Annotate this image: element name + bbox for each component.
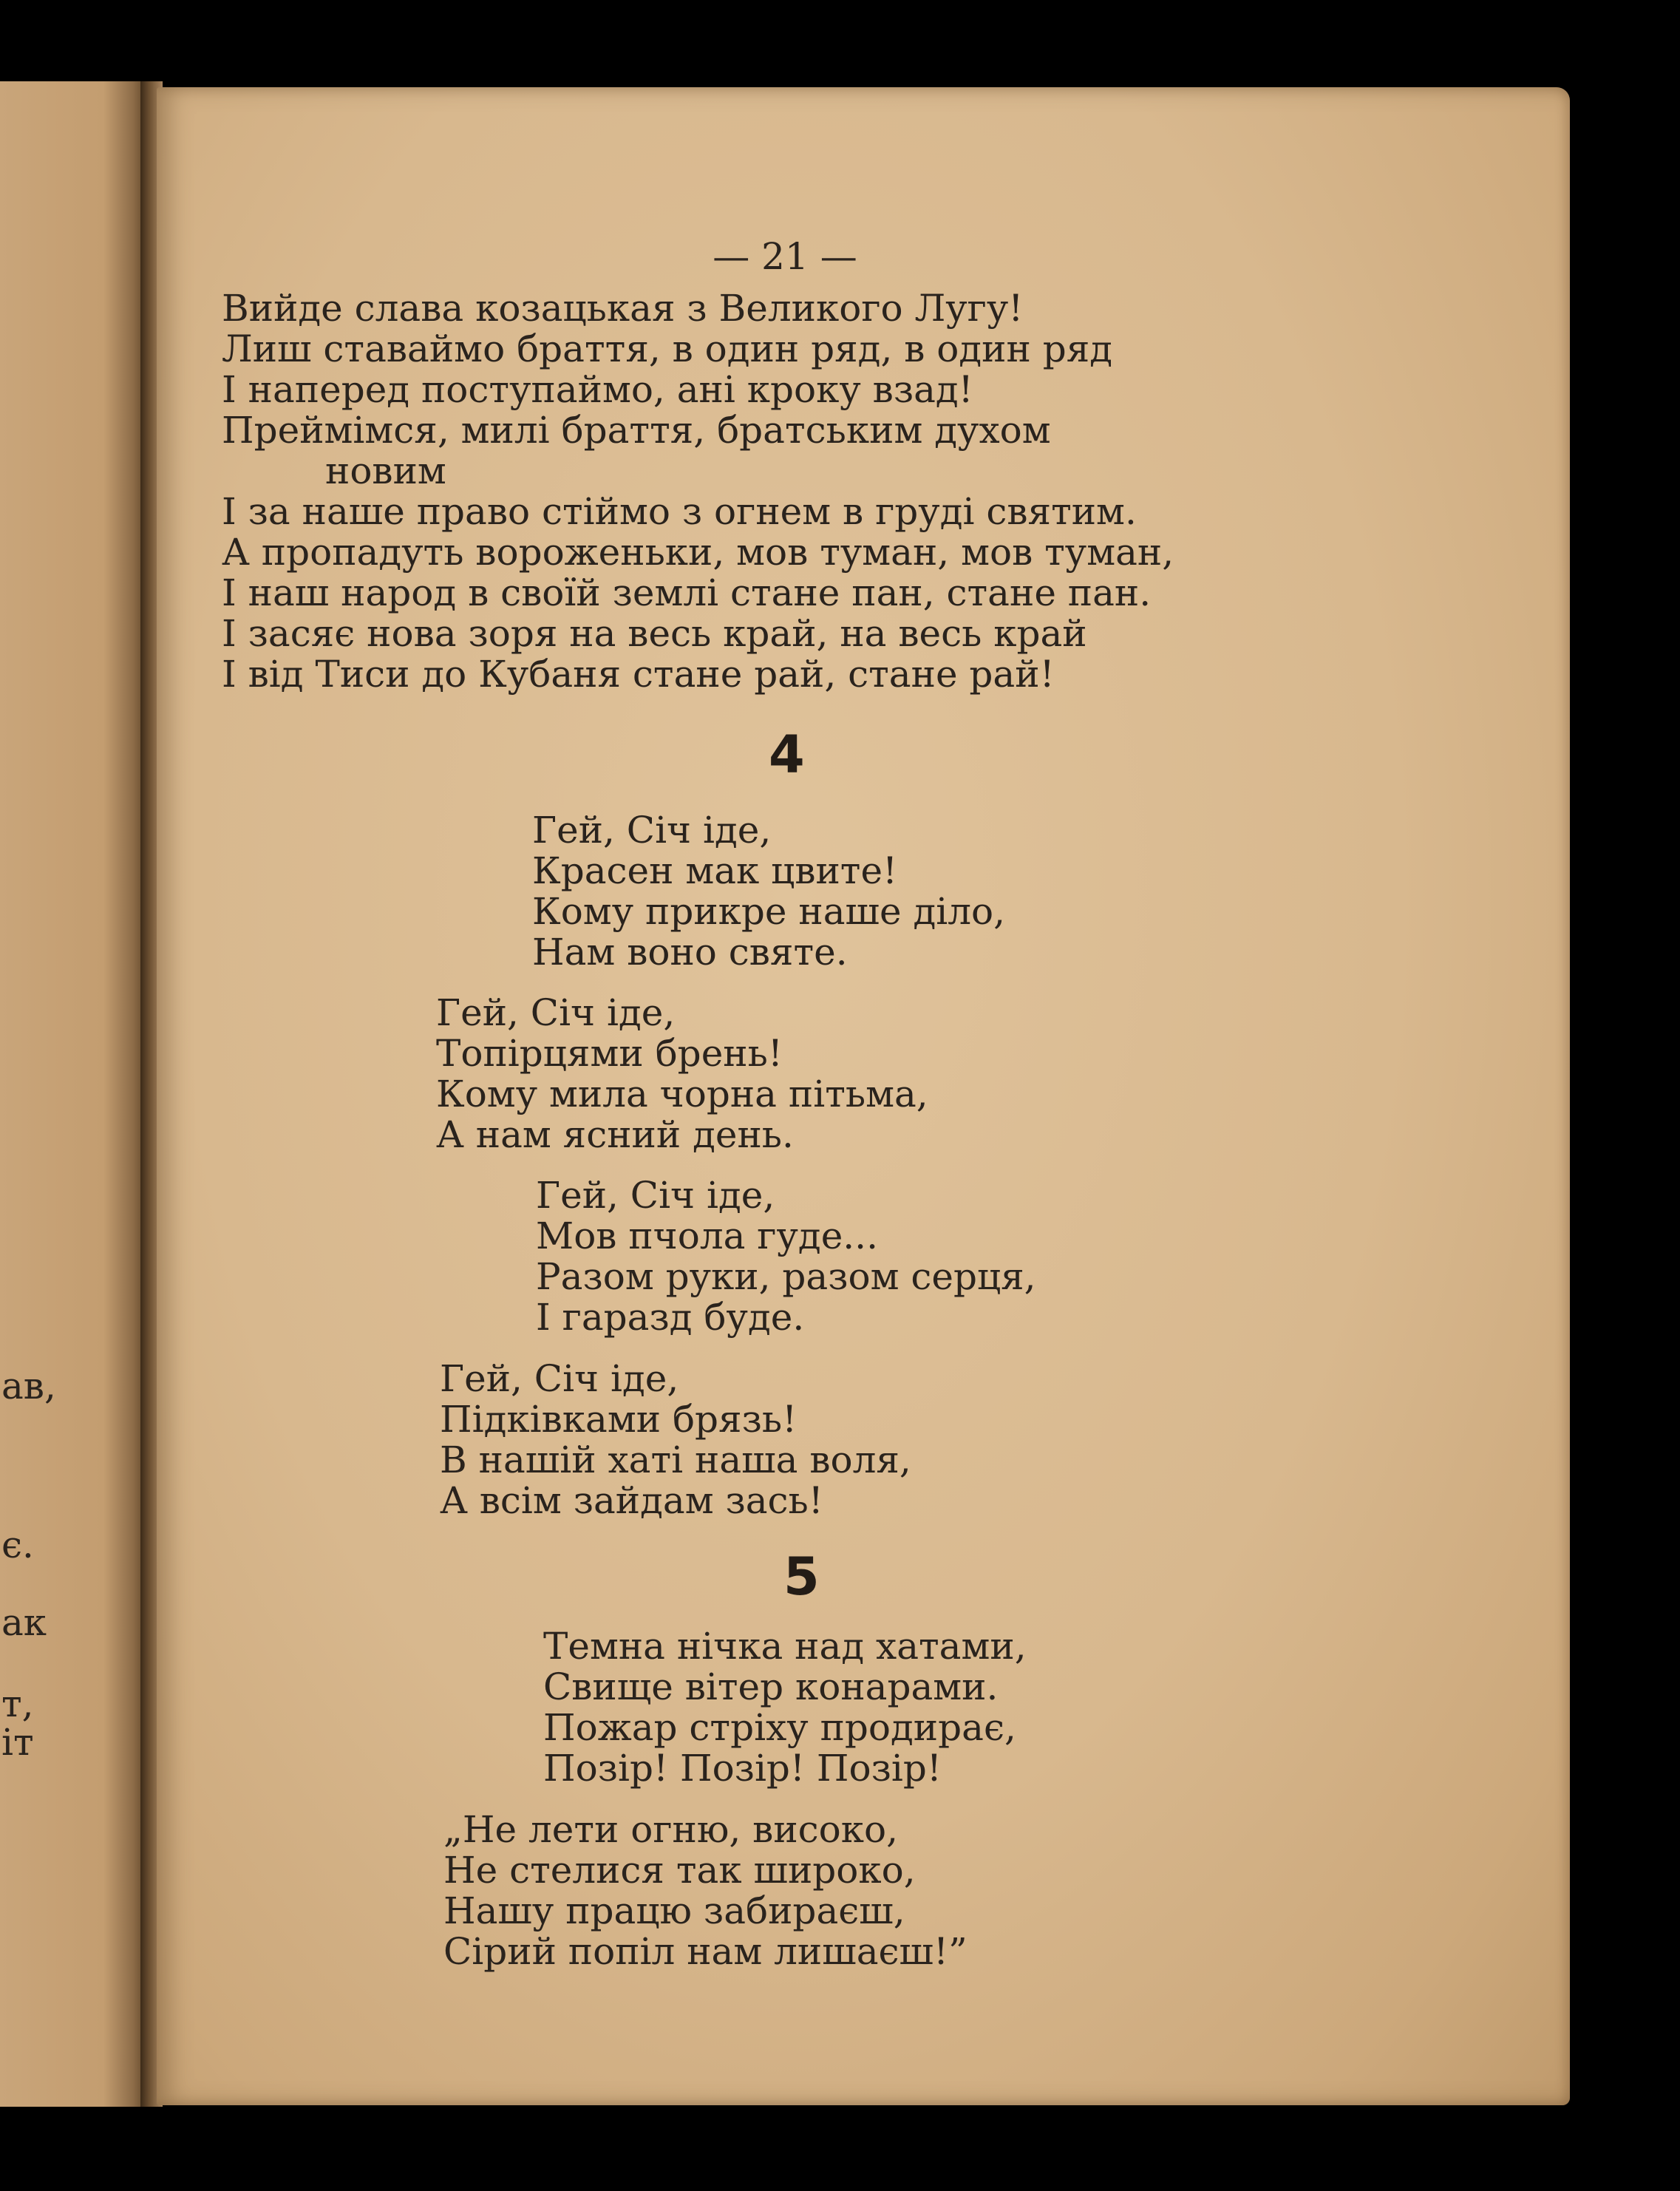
verse-line: „Не лети огню, високо, <box>443 1808 898 1851</box>
song-4-stanza-1 <box>532 810 1005 973</box>
verse-line: Свище вітер конарами. <box>543 1665 999 1708</box>
verse-line: Топірцями брень! <box>436 1032 783 1075</box>
verse-line: Мов пчола гуде... <box>536 1215 878 1257</box>
verse-line: І від Тиси до Кубаня стане рай, стане рай! <box>222 653 1055 696</box>
verse-line: Гей, Січ іде, <box>536 1174 775 1217</box>
verse-line: І за наше право стіймо з огнем в груді святим. <box>222 490 1137 533</box>
verse-line: Кому мила чорна пітьма, <box>436 1073 928 1115</box>
verse-line: Сірий попіл нам лишаєш!” <box>443 1930 967 1973</box>
verse-line: Вийде слава козацькая з Великого Лугу! <box>222 287 1024 330</box>
verse-line: В нашій хаті наша воля, <box>440 1438 911 1481</box>
verse-line: Темна нічка над хатами, <box>543 1625 1027 1668</box>
verse-line: Преймімся, милі браття, братським духом <box>222 409 1051 452</box>
verse-line: Пожар стріху продирає, <box>543 1706 1016 1749</box>
verse-line: І гаразд буде. <box>536 1296 805 1339</box>
verse-line: А всім зайдам зась! <box>440 1479 823 1522</box>
verse-line: Красен мак цвите! <box>532 849 898 892</box>
verse-line: Лиш ставаймо браття, в один ряд, в один ряд <box>222 327 1113 370</box>
verse-line: Не стелися так широко, <box>443 1849 916 1892</box>
song-number: 5 <box>783 1546 820 1607</box>
verse-line: Разом руки, разом серця, <box>536 1255 1036 1298</box>
intro-stanza <box>222 288 1174 695</box>
left-page-fragment: є. <box>1 1523 34 1566</box>
left-page-fragment: іт <box>1 1721 34 1764</box>
verse-line-continuation: новим <box>325 449 446 492</box>
verse-line: Гей, Січ іде, <box>436 991 676 1034</box>
verse-line: Кому прикре наше діло, <box>532 890 1006 933</box>
song-4-stanza-4 <box>440 1359 911 1521</box>
left-page-fragment: ак <box>1 1601 47 1644</box>
verse-line: Гей, Січ іде, <box>532 809 772 852</box>
verse-line: Гей, Січ іде, <box>440 1357 679 1400</box>
verse-line: А пропадуть вороженьки, мов туман, мов туман, <box>222 531 1174 574</box>
left-page-fragment: т, <box>1 1682 34 1725</box>
song-4-stanza-2 <box>436 993 928 1155</box>
left-page-fragment: ав, <box>1 1365 56 1407</box>
verse-line: Позір! Позір! Позір! <box>543 1747 942 1790</box>
book-page <box>157 87 1570 2105</box>
song-number: 4 <box>769 724 805 785</box>
verse-line: А нам ясний день. <box>436 1113 794 1156</box>
verse-line: Нашу працю забираєш, <box>443 1889 905 1932</box>
page-number: — 21 — <box>713 235 857 278</box>
song-5-stanza-1 <box>543 1626 1027 1789</box>
verse-line: І наперед поступаймо, ані кроку взад! <box>222 368 973 411</box>
verse-line: Підківками брязь! <box>440 1398 798 1441</box>
song-5-stanza-2 <box>443 1810 967 1972</box>
left-page <box>0 81 148 2107</box>
verse-line: І засяє нова зоря на весь край, на весь край <box>222 612 1087 655</box>
verse-line: Нам воно святе. <box>532 931 848 974</box>
verse-line: І наш народ в своїй землі стане пан, стане пан. <box>222 571 1152 614</box>
song-4-stanza-3 <box>536 1175 1036 1338</box>
